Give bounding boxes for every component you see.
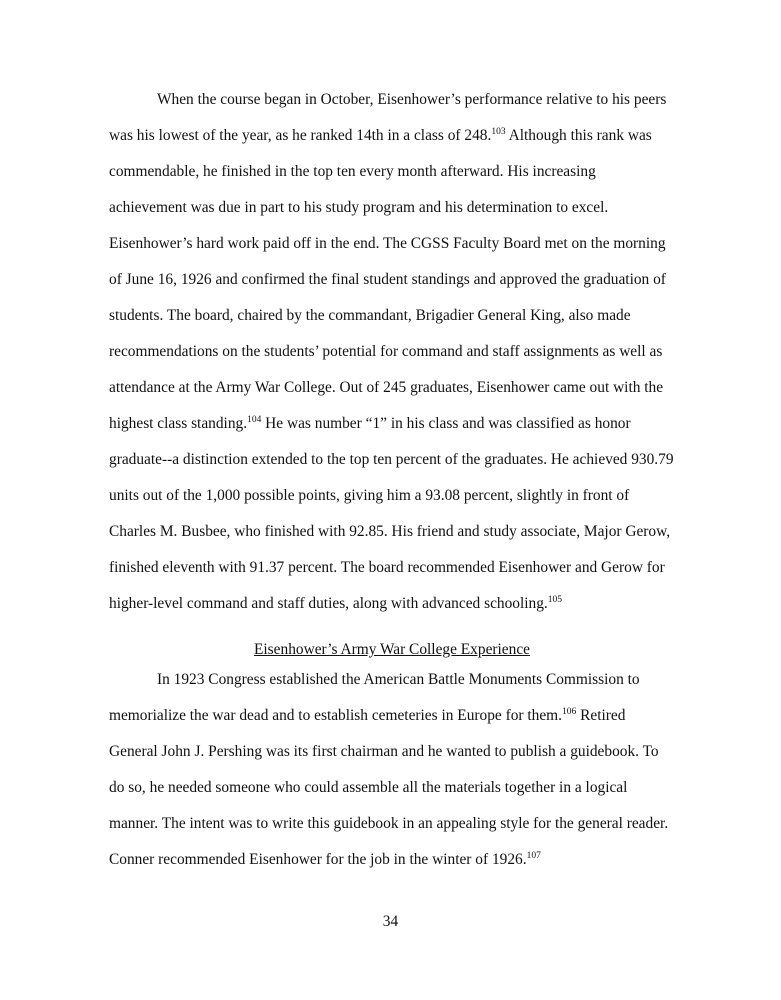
document-page xyxy=(109,82,675,878)
footnote-ref: 104 xyxy=(247,415,262,425)
body-paragraph xyxy=(109,82,675,622)
text-run: Retired General John J. Pershing was its first chairman and he wanted to publish a guidebook. To do so, he needed someone who could assemble all the materials together in a logical manner. The intent was to write this guidebook in an appealing style for the general reader. Conner recommended Eisenhower for the job in the winter of 1926. xyxy=(109,707,669,868)
text-run: He was number “1” in his class and was classified as honor graduate--a distinction extended to the top ten percent of the graduates. He achieved 930.79 units out of the 1,000 possible points, giving him a 93.08 percent, slightly in front of Charles M. Busbee, who finished with 92.85. His friend and study associate, Major Gerow, finished eleventh with 91.37 percent. The board recommended Eisenhower and Gerow for higher-level command and staff duties, along with advanced schooling. xyxy=(109,415,674,612)
text-run: In 1923 Congress established the American Battle Monuments Commission to memorialize the war dead and to establish cemeteries in Europe for them. xyxy=(109,671,640,724)
text-run: When the course began in October, Eisenhower’s performance relative to his peers was his lowest of the year, as he ranked 14th in a class of 248. xyxy=(109,91,667,144)
page-number: 34 xyxy=(382,913,399,930)
footnote-ref: 105 xyxy=(547,595,563,605)
text-run: Although this rank was commendable, he finished in the top ten every month afterward. His increasing achievement was due in part to his study program and his determination to excel. Eisenhower’s hard work paid off in the end. The CGSS Faculty Board met on the morning of June 16, 1926 and confirmed the final student standings and approved the graduation of students. The board, chaired by the commandant, Brigadier General King, also made recommendations on the students’ potential for command and staff assignments as well as attendance at the Army War College. Out of 245 graduates, Eisenhower came out with the highest class standing. xyxy=(109,127,666,432)
footnote-ref: 107 xyxy=(526,851,541,861)
body-paragraph xyxy=(109,662,675,878)
footnote-ref: 103 xyxy=(491,127,506,137)
footnote-ref: 106 xyxy=(562,707,577,717)
section-heading: Eisenhower’s Army War College Experience xyxy=(254,641,530,658)
